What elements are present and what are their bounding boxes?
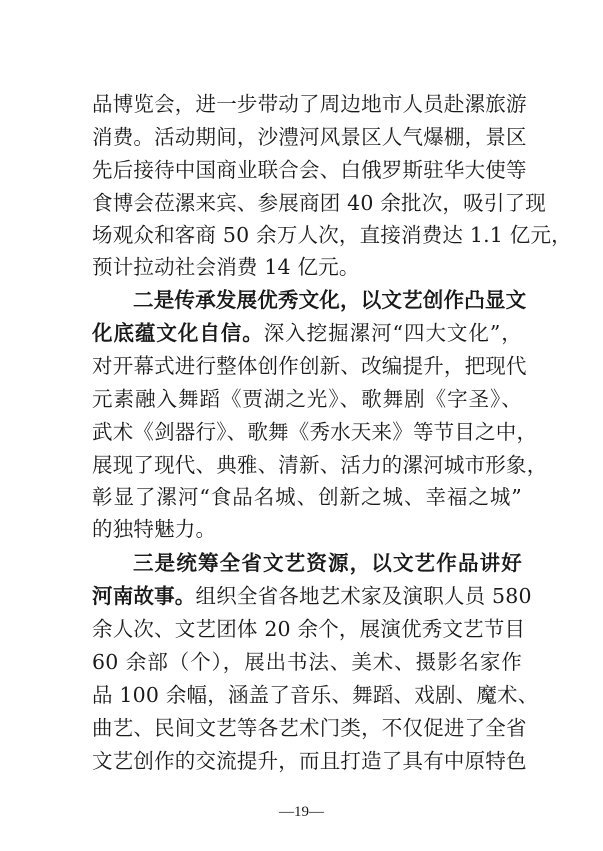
paragraph-2-line-2-rest: 深入挖掘漯河“四大文化”， (263, 321, 522, 345)
paragraph-3-line-7: 文艺创作的交流提升，而且打造了具有中原特色 (92, 749, 527, 773)
paragraph-2-line-4: 元素融入舞蹈《贾湖之光》、歌舞剧《字圣》、 (92, 387, 522, 411)
paragraph-3-line-2-rest: 组织全省各地艺术家及演职人员 580 (195, 584, 532, 608)
paragraph-2-line-3: 对开幕式进行整体创作创新、改编提升，把现代 (92, 354, 527, 378)
paragraph-1-line-5: 场观众和客商 50 余万人次，直接消费达 1.1 亿元， (92, 223, 572, 247)
paragraph-2-line-5: 武术《剑器行》、歌舞《秀水天来》等节目之中， (92, 420, 538, 444)
paragraph-1-line-4: 食博会莅漯来宾、参展商团 40 余批次，吸引了现 (92, 191, 546, 215)
paragraph-1-line-1: 品博览会，进一步带动了周边地市人员赴漯旅游 (92, 92, 527, 116)
paragraph-2-line-8: 的独特魅力。 (92, 517, 217, 541)
paragraph-1-line-6: 预计拉动社会消费 14 亿元。 (92, 255, 360, 279)
paragraph-3-line-6: 曲艺、民间文艺等各艺术门类，不仅促进了全省 (92, 716, 527, 740)
paragraph-3-heading-tail: 河南故事。 (92, 584, 196, 608)
paragraph-2-heading: 二是传承发展优秀文化，以文艺创作凸显文 (133, 288, 527, 312)
paragraph-1-line-2: 消费。活动期间，沙澧河风景区人气爆棚，景区 (92, 125, 527, 149)
paragraph-2-line-6: 展现了现代、典雅、清新、活力的漯河城市形象， (92, 453, 548, 477)
paragraph-3-heading: 三是统筹全省文艺资源，以文艺作品讲好 (133, 551, 522, 575)
paragraph-3-line-5: 品 100 余幅，涵盖了音乐、舞蹈、戏剧、魔术、 (92, 683, 539, 707)
paragraph-2-line-2 (92, 317, 522, 349)
page-number: —19— (279, 804, 324, 820)
paragraph-3-line-3: 余人次、文艺团体 20 余个，展演优秀文艺节目 (92, 617, 526, 641)
paragraph-3-line-2 (92, 580, 532, 612)
paragraph-3-line-4: 60 余部（个），展出书法、美术、摄影名家作 (92, 650, 522, 674)
paragraph-2-line-7: 彰显了漯河“食品名城、创新之城、幸福之城” (92, 485, 522, 509)
paragraph-2-heading-tail: 化底蕴文化自信。 (92, 321, 264, 345)
paragraph-1-line-3: 先后接待中国商业联合会、白俄罗斯驻华大使等 (92, 158, 527, 182)
